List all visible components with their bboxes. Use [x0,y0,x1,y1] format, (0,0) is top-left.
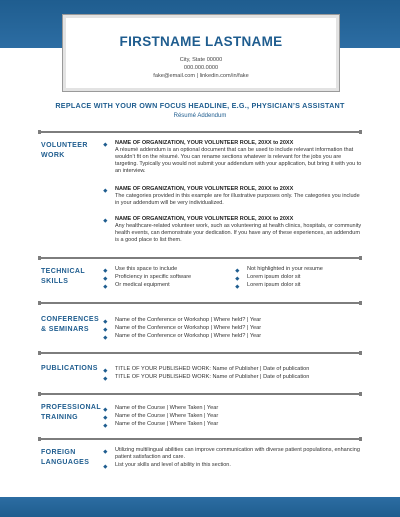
bullet-icon [103,142,107,146]
location: City, State 00000 [179,57,223,63]
bullet-icon [103,335,107,339]
section-title-publications: PUBLICATIONS [41,365,98,372]
bullet-icon [103,268,107,272]
bullet-icon [103,276,107,280]
conference-item: Name of the Conference or Workshop | Where held? | Year [115,325,262,331]
bullet-icon [103,376,107,380]
volunteer-entry [115,140,365,175]
section-title-conferences: CONFERENCES & SEMINARS [41,316,100,333]
section-title-languages: FOREIGN LANGUAGES [41,449,90,466]
bullet-icon [103,449,107,453]
skill-item: Lorem ipsum dolor sit [247,282,301,288]
document-subtitle: Résumé Addendum [173,113,227,119]
section-divider [38,131,362,133]
conference-item: Name of the Conference or Workshop | Where held? | Year [115,333,262,339]
focus-headline: REPLACE WITH YOUR OWN FOCUS HEADLINE, E.G., PHYSICIAN’S ASSISTANT [55,101,345,110]
volunteer-entry [115,216,365,244]
volunteer-entry-heading: NAME OF ORGANIZATION, YOUR VOLUNTEER ROLE, 20XX to 20XX [115,140,294,146]
skill-item: Use this space to include [115,266,178,272]
bullet-icon [103,218,107,222]
bullet-icon [103,368,107,372]
section-divider [38,257,362,259]
section-title-technical: TECHNICAL SKILLS [41,268,86,285]
bullet-icon [235,268,239,272]
training-item: Name of the Course | Where Taken | Year [115,413,219,419]
bullet-icon [103,327,107,331]
bottom-color-band [0,497,400,517]
bullet-icon [235,284,239,288]
bullet-icon [103,415,107,419]
volunteer-entry-body: Any healthcare-related volunteer work, such as volunteering at health clinics, hospitals, or community health events, can demonstrate your dedication. If you have any of these experiences, an addendum is a good place to list them. [115,223,362,244]
phone: 000.000.0000 [183,65,219,71]
section-divider [38,302,362,304]
skill-item: Or medical equipment [115,282,170,288]
section-divider [38,438,362,440]
section-title-volunteer: VOLUNTEER WORK [41,142,88,159]
full-name: FIRSTNAME LASTNAME [119,34,283,49]
volunteer-entry-body: A résumé addendum is an optional document that can be used to include relevant information that wouldn’t fit on the résumé. You can rename sections whatever is relevant for the jobs you are targeting. Typically you would not submit your addendum with your application, but bring it with you to an interview. [115,147,362,175]
volunteer-entry-body: The categories provided in this example are for illustrative purposes only. The categories you include in your addendum will be very individualized. [115,193,360,207]
language-item: List your skills and level of ability in this section. [115,462,231,468]
publication-item: TITLE OF YOUR PUBLISHED WORK: Name of Publisher | Date of publication [115,366,310,372]
skill-item: Not highlighted in your resume [247,266,323,272]
skill-item: Lorem ipsum dolor sit [247,274,301,280]
bullet-icon [103,407,107,411]
bullet-icon [103,464,107,468]
bullet-icon [103,423,107,427]
section-title-training: PROFESSIONAL TRAINING [41,404,102,421]
training-item: Name of the Course | Where Taken | Year [115,421,219,427]
language-item: Utilizing multilingual abilities can improve communication with diverse patient populations, enhancing patient satisfaction and care. [115,447,360,461]
skill-item: Proficiency in specific software [115,274,192,280]
bullet-icon [103,188,107,192]
training-item: Name of the Course | Where Taken | Year [115,405,219,411]
conference-item: Name of the Conference or Workshop | Where held? | Year [115,317,262,323]
volunteer-entry-heading: NAME OF ORGANIZATION, YOUR VOLUNTEER ROLE, 20XX to 20XX [115,186,294,192]
bullet-icon [103,284,107,288]
volunteer-entry [115,186,365,207]
contact-links: fake@email.com | linkedin.com/in/fake [153,73,249,79]
bullet-icon [235,276,239,280]
bullet-icon [103,319,107,323]
name-box [62,14,340,92]
volunteer-entry-heading: NAME OF ORGANIZATION, YOUR VOLUNTEER ROLE, 20XX to 20XX [115,216,294,222]
section-divider [38,393,362,395]
section-divider [38,352,362,354]
publication-item: TITLE OF YOUR PUBLISHED WORK: Name of Publisher | Date of publication [115,374,310,380]
